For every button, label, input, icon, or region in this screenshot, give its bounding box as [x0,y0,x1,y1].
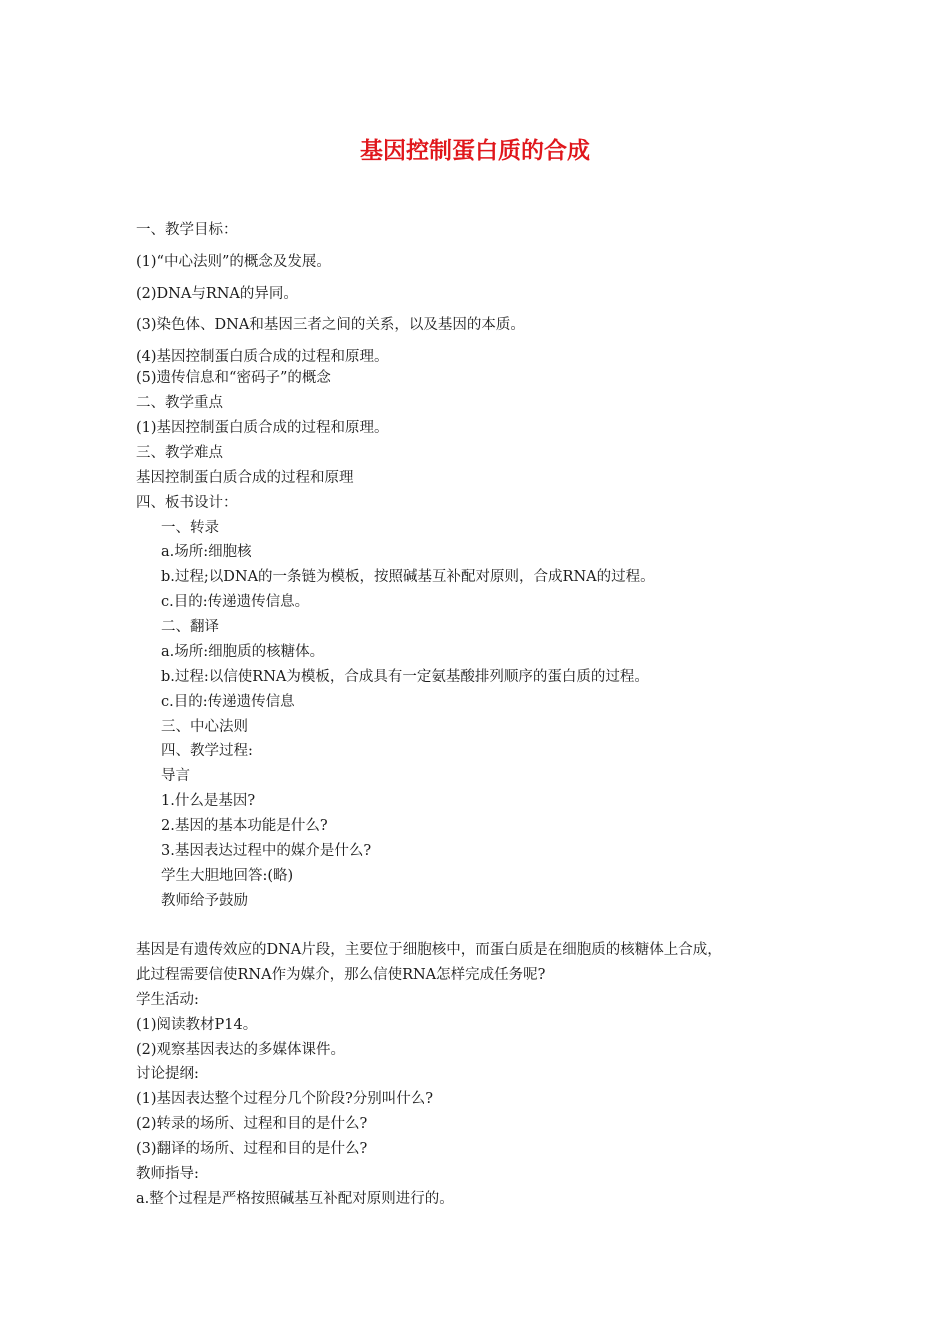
text-line: (3)翻译的场所、过程和目的是什么? [136,1141,368,1157]
text-line: 学生活动: [136,992,199,1008]
document-title: 基因控制蛋白质的合成 [360,138,590,164]
text-line: 基因控制蛋白质合成的过程和原理 [136,470,354,486]
text-line: 3.基因表达过程中的媒介是什么? [161,843,372,859]
text-line: a.整个过程是严格按照碱基互补配对原则进行的。 [136,1191,454,1207]
text-line: (2)DNA与RNA的异同。 [136,286,298,302]
text-line: 导言 [161,768,190,784]
section-heading: 二、教学重点 [136,395,223,411]
section-heading: 一、教学目标： [136,222,238,238]
text-line: (1)阅读教材P14。 [136,1017,258,1033]
board-heading: 一、转录 [161,520,219,536]
board-heading: 四、教学过程: [161,743,253,759]
text-line: a.场所:细胞核 [161,544,252,560]
text-line: (1)基因控制蛋白质合成的过程和原理。 [136,420,389,436]
text-line: (3)染色体、DNA和基因三者之间的关系，以及基因的本质。 [136,317,525,333]
board-heading: 三、中心法则 [161,719,248,735]
text-line: (5)遗传信息和“密码子”的概念 [136,370,331,386]
text-line: b.过程:以信使RNA为模板，合成具有一定氨基酸排列顺序的蛋白质的过程。 [161,669,649,685]
section-heading: 三、教学难点 [136,445,223,461]
text-line: b.过程;以DNA的一条链为模板，按照碱基互补配对原则，合成RNA的过程。 [161,569,655,585]
text-line: (1)基因表达整个过程分几个阶段?分别叫什么? [136,1091,434,1107]
paragraph-line: 基因是有遗传效应的DNA片段，主要位于细胞核中，而蛋白质是在细胞质的核糖体上合成， [136,942,722,958]
text-line: 教师给予鼓励 [161,893,248,909]
text-line: (4)基因控制蛋白质合成的过程和原理。 [136,349,389,365]
text-line: c.目的:传递遗传信息 [161,694,295,710]
text-line: 教师指导: [136,1166,199,1182]
text-line: c.目的:传递遗传信息。 [161,594,310,610]
text-line: 学生大胆地回答:(略) [161,868,294,884]
text-line: 2.基因的基本功能是什么? [161,818,328,834]
section-heading: 四、板书设计： [136,495,238,511]
paragraph-line: 此过程需要信使RNA作为媒介，那么信使RNA怎样完成任务呢? [136,967,546,983]
text-line: (1)“中心法则”的概念及发展。 [136,254,331,270]
text-line: (2)观察基因表达的多媒体课件。 [136,1042,346,1058]
text-line: 讨论提纲: [136,1066,199,1082]
text-line: 1.什么是基因? [161,793,256,809]
board-heading: 二、翻译 [161,619,219,635]
text-line: a.场所:细胞质的核糖体。 [161,644,325,660]
text-line: (2)转录的场所、过程和目的是什么? [136,1116,368,1132]
